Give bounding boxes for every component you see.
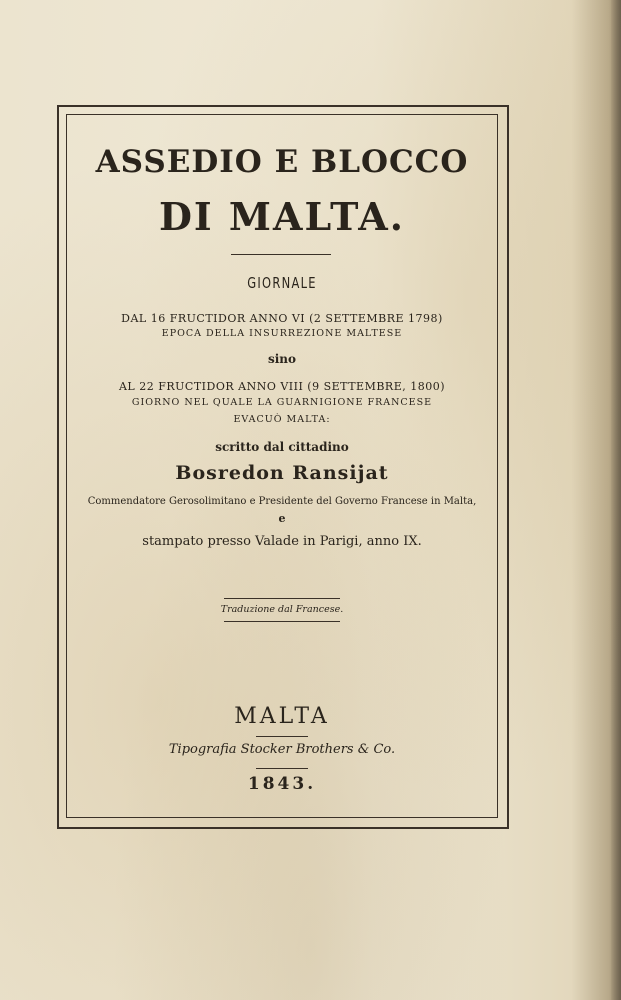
imprint-publisher: Tipografia Stocker Brothers & Co. xyxy=(168,742,396,757)
title-line-1: ASSEDIO E BLOCCO xyxy=(95,144,469,180)
translation-rule-top xyxy=(224,598,340,599)
author-description: Commendatore Gerosolimitano e Presidente del Governo Francese in Malta, xyxy=(87,496,477,507)
title-page-content xyxy=(66,114,498,818)
author-conjunction: e xyxy=(278,512,286,525)
subtitle-to-line-1: AL 22 FRUCTIDOR ANNO VIII (9 SETTEMBRE, 1800) xyxy=(118,380,446,393)
page-edge-shadow xyxy=(611,0,621,1000)
subtitle-giornale: GIORNALE xyxy=(247,274,317,292)
subtitle-from-line-1: DAL 16 FRUCTIDOR ANNO VI (2 SETTEMBRE 1798) xyxy=(121,312,443,325)
subtitle-to-line-2: GIORNO NEL QUALE LA GUARNIGIONE FRANCESE xyxy=(131,397,433,408)
subtitle-sino: sino xyxy=(267,352,297,366)
translation-note: Traduzione dal Francese. xyxy=(220,604,344,615)
author-name: Bosredon Ransijat xyxy=(175,462,389,484)
imprint-year: 1843. xyxy=(247,774,317,794)
title-line-2: DI MALTA. xyxy=(158,194,406,239)
imprint-rule-top xyxy=(256,736,308,737)
title-divider-rule xyxy=(231,254,331,255)
subtitle-from-line-2: EPOCA DELLA INSURREZIONE MALTESE xyxy=(161,328,403,339)
imprint-place: MALTA xyxy=(234,704,330,729)
imprint-rule-bottom xyxy=(256,768,308,769)
subtitle-to-line-3: EVACUÒ MALTA: xyxy=(233,414,331,425)
translation-rule-bottom xyxy=(224,621,340,622)
author-intro: scritto dal cittadino xyxy=(215,440,349,454)
printing-note: stampato presso Valade in Parigi, anno IX. xyxy=(142,534,422,549)
